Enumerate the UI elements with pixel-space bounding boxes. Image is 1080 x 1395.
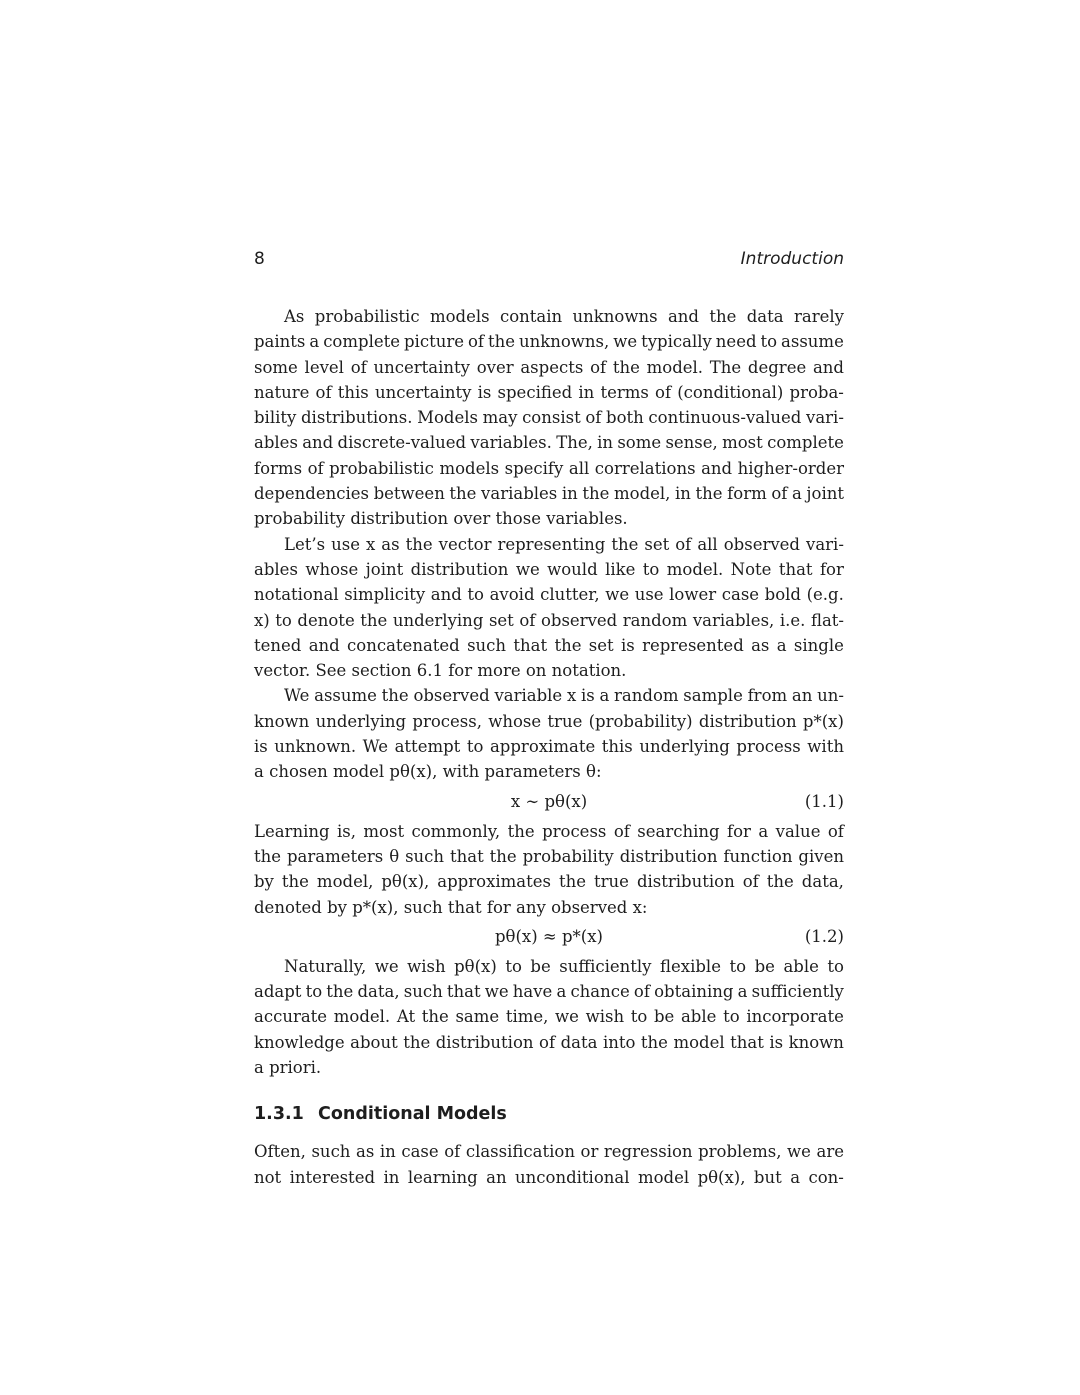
text-line: some level of uncertainty over aspects of the model. The degree and bbox=[254, 357, 844, 377]
equation-number: (1.1) bbox=[804, 791, 844, 811]
paragraph-observed-variables bbox=[254, 532, 844, 684]
text-line: probability distribution over those variables. bbox=[254, 509, 628, 529]
text-line: adapt to the data, such that we have a chance of obtaining a sufficiently bbox=[254, 982, 844, 1002]
text-line: denoted by p*(x), such that for any observed x: bbox=[254, 897, 648, 917]
running-title: Introduction bbox=[740, 249, 844, 269]
text-line: ables whose joint distribution we would like to model. Note that for bbox=[254, 559, 844, 579]
text-line: notational simplicity and to avoid clutter, we use lower case bold (e.g. bbox=[254, 585, 844, 605]
paragraph-flexible bbox=[254, 954, 844, 1080]
text-line: tened and concatenated such that the set is represented as a single bbox=[254, 635, 844, 655]
paragraph-conditional bbox=[254, 1139, 844, 1190]
section-heading bbox=[254, 1101, 844, 1127]
running-header bbox=[254, 247, 844, 271]
paragraph-uncertainty bbox=[254, 304, 844, 532]
text-line: by the model, pθ(x), approximates the true distribution of the data, bbox=[254, 872, 844, 892]
section-title: Conditional Models bbox=[318, 1104, 507, 1125]
text-line: known underlying process, whose true (probability) distribution p*(x) bbox=[254, 711, 844, 731]
text-line: knowledge about the distribution of data into the model that is known bbox=[254, 1032, 844, 1052]
text-line: ables and discrete-valued variables. The, in some sense, most complete bbox=[254, 433, 844, 453]
text-line: forms of probabilistic models specify all correlations and higher-order bbox=[254, 458, 844, 478]
text-line: not interested in learning an unconditional model pθ(x), but a con- bbox=[254, 1167, 844, 1187]
page-number: 8 bbox=[254, 249, 265, 269]
text-line: We assume the observed variable x is a random sample from an un- bbox=[284, 686, 844, 706]
equation-number: (1.2) bbox=[804, 926, 844, 946]
text-line: nature of this uncertainty is specified in terms of (conditional) proba- bbox=[254, 382, 844, 402]
page-body bbox=[254, 304, 844, 1190]
text-line: a chosen model pθ(x), with parameters θ: bbox=[254, 762, 602, 782]
paragraph-learning bbox=[254, 819, 844, 920]
text-line: x) to denote the underlying set of observed random variables, i.e. flat- bbox=[254, 610, 844, 630]
paragraph-unknown-process bbox=[254, 683, 844, 784]
text-line: a priori. bbox=[254, 1058, 322, 1078]
text-line: paints a complete picture of the unknowns, we typically need to assume bbox=[254, 332, 844, 352]
text-line: bility distributions. Models may consist of both continuous-valued vari- bbox=[254, 408, 844, 428]
equation-1-2 bbox=[254, 920, 844, 954]
text-line: the parameters θ such that the probability distribution function given bbox=[254, 846, 844, 866]
text-line: Naturally, we wish pθ(x) to be sufficiently flexible to be able to bbox=[284, 956, 844, 976]
text-line: vector. See section 6.1 for more on notation. bbox=[254, 661, 627, 681]
text-line: is unknown. We attempt to approximate this underlying process with bbox=[254, 737, 844, 757]
text-line: accurate model. At the same time, we wish to be able to incorporate bbox=[254, 1007, 844, 1027]
text-line: As probabilistic models contain unknowns and the data rarely bbox=[284, 307, 844, 326]
text-line: Learning is, most commonly, the process of searching for a value of bbox=[254, 821, 844, 841]
text-line: Let’s use x as the vector representing the set of all observed vari- bbox=[284, 534, 844, 554]
equation-expression: pθ(x) ≈ p*(x) bbox=[495, 926, 603, 946]
text-line: Often, such as in case of classification or regression problems, we are bbox=[254, 1142, 844, 1162]
text-line: dependencies between the variables in the model, in the form of a joint bbox=[254, 484, 844, 504]
equation-1-1 bbox=[254, 785, 844, 819]
section-number: 1.3.1 bbox=[254, 1104, 304, 1125]
equation-expression: x ∼ pθ(x) bbox=[510, 791, 588, 811]
